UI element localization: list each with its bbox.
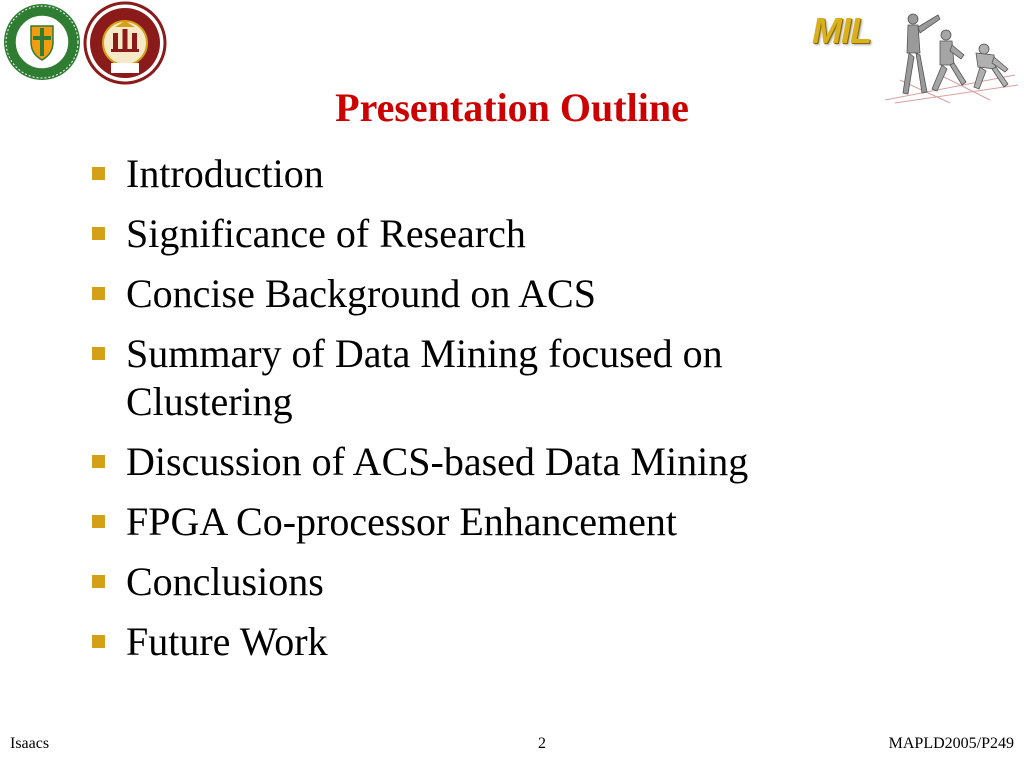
bullet-text: FPGA Co-processor Enhancement bbox=[126, 499, 678, 544]
bullet-item-future-work bbox=[92, 618, 852, 666]
bullet-list bbox=[92, 150, 852, 678]
bullet-item-introduction bbox=[92, 150, 852, 198]
bullet-item-conclusions bbox=[92, 558, 852, 606]
bullet-text: Concise Background on ACS bbox=[126, 271, 596, 316]
square-bullet-icon bbox=[92, 347, 105, 360]
square-bullet-icon bbox=[92, 635, 105, 648]
fsu-seal-logo bbox=[83, 1, 167, 85]
bullet-text: Summary of Data Mining focused on Clustering bbox=[126, 331, 723, 424]
bullet-text: Discussion of ACS-based Data Mining bbox=[126, 439, 749, 484]
bullet-text: Significance of Research bbox=[126, 211, 526, 256]
square-bullet-icon bbox=[92, 455, 105, 468]
bullet-text: Future Work bbox=[126, 619, 328, 664]
bullet-item-data-mining-summary bbox=[92, 330, 852, 426]
square-bullet-icon bbox=[92, 227, 105, 240]
square-bullet-icon bbox=[92, 575, 105, 588]
bullet-item-significance bbox=[92, 210, 852, 258]
bullet-item-background bbox=[92, 270, 852, 318]
mil-logo-text: MIL bbox=[812, 10, 871, 51]
bullet-text: Conclusions bbox=[126, 559, 324, 604]
square-bullet-icon bbox=[92, 515, 105, 528]
slide-title: Presentation Outline bbox=[335, 85, 689, 130]
footer-conference-id: MAPLD2005/P249 bbox=[888, 735, 1014, 752]
bullet-text: Introduction bbox=[126, 151, 324, 196]
square-bullet-icon bbox=[92, 167, 105, 180]
footer-author: Isaacs bbox=[10, 735, 50, 752]
footer-page-number: 2 bbox=[538, 735, 546, 752]
bullet-item-fpga bbox=[92, 498, 852, 546]
square-bullet-icon bbox=[92, 287, 105, 300]
bullet-item-acs-discussion bbox=[92, 438, 852, 486]
famu-seal-logo bbox=[2, 2, 82, 82]
